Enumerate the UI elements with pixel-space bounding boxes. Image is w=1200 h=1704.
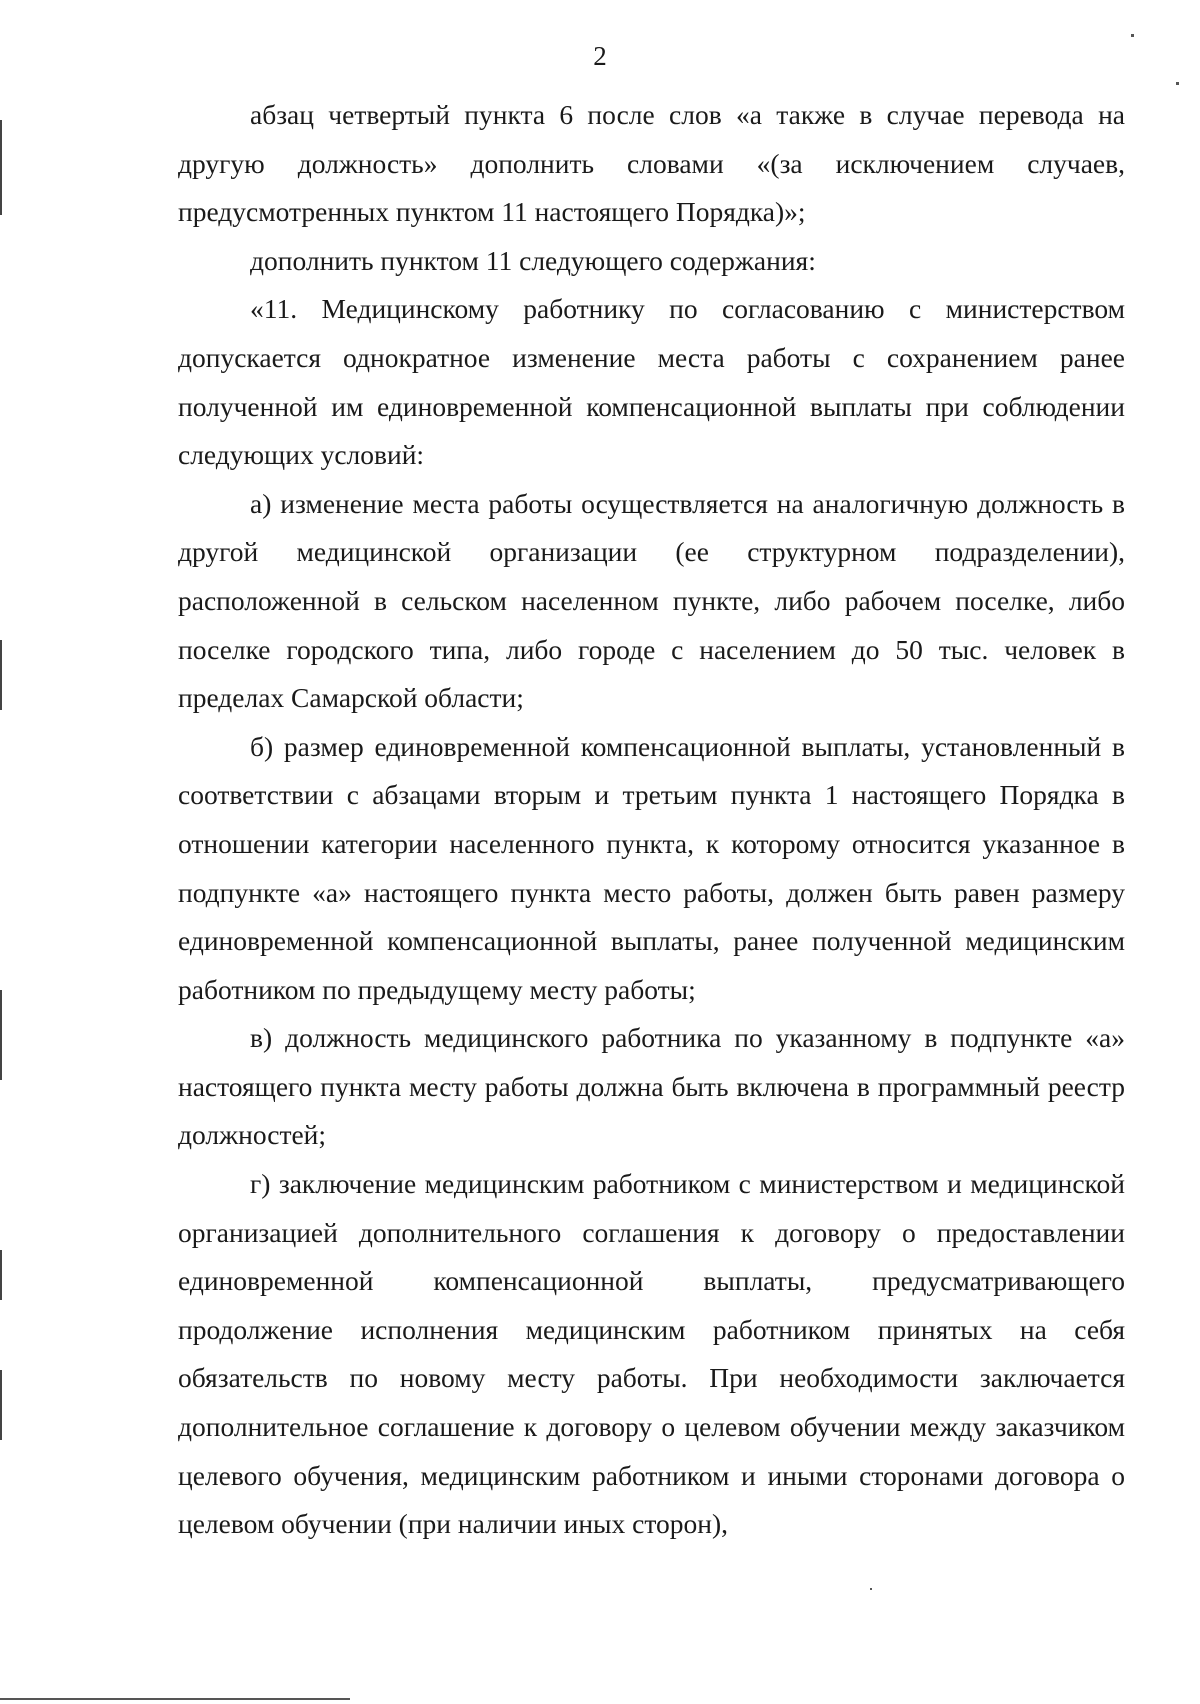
paragraph-clause-11-intro: «11. Медицинскому работнику по согласованию с министерством допускается однократное изменение места работы с сохранением ранее полученной им единовременной компенсационной выплаты при соблюдении следующих условий: — [178, 293, 1125, 471]
scan-speck — [1176, 82, 1179, 85]
scan-speck — [1131, 34, 1134, 37]
paragraph-condition-b: б) размер единовременной компенсационной выплаты, установленный в соответствии с абзацами вторым и третьим пункта 1 настоящего Порядка в отношении категории населенного пункта, к которому относится указанное в подпункте «а» настоящего пункта место работы, должен быть равен размеру единовременной компенсационной выплаты, ранее полученной медицинским работником по предыдущему месту работы; — [178, 730, 1125, 1005]
scan-bottom-line — [0, 1698, 350, 1700]
page-number: 2 — [593, 41, 607, 71]
document-body — [178, 91, 1125, 1549]
scan-edge-line — [0, 640, 2, 710]
paragraph-amendment-clause-6: абзац четвертый пункта 6 после слов «а также в случае перевода на другую должность» дополнить словами «(за исключением случаев, предусмотренных пунктом 11 настоящего Порядка)»; — [178, 99, 1125, 228]
paragraph-condition-a: а) изменение места работы осуществляется на аналогичную должность в другой медицинской организации (ее структурном подразделении), расположенной в сельском населенном пункте, либо рабочем поселке, либо поселке городского типа, либо городе с населением до 50 тыс. человек в пределах Самарской области; — [178, 487, 1125, 714]
paragraph-condition-v: в) должность медицинского работника по указанному в подпункте «а» настоящего пункта месту работы должна быть включена в программный реестр должностей; — [178, 1022, 1125, 1151]
scan-edge-line — [0, 120, 2, 215]
scan-edge-line — [0, 1250, 2, 1300]
scan-edge-line — [0, 1370, 2, 1440]
paragraph-add-clause-11: дополнить пунктом 11 следующего содержания: — [250, 244, 816, 276]
scan-edge-line — [0, 990, 2, 1080]
scan-speck — [870, 1588, 872, 1590]
paragraph-condition-g: г) заключение медицинским работником с министерством и медицинской организацией дополнительного соглашения к договору о предоставлении единовременной компенсационной выплаты, предусматривающего продолжение исполнения медицинским работником принятых на себя обязательств по новому месту работы. При необходимости заключается дополнительное соглашение к договору о целевом обучении между заказчиком целевого обучения, медицинским работником и иными сторонами договора о целевом обучении (при наличии иных сторон), — [178, 1168, 1125, 1540]
